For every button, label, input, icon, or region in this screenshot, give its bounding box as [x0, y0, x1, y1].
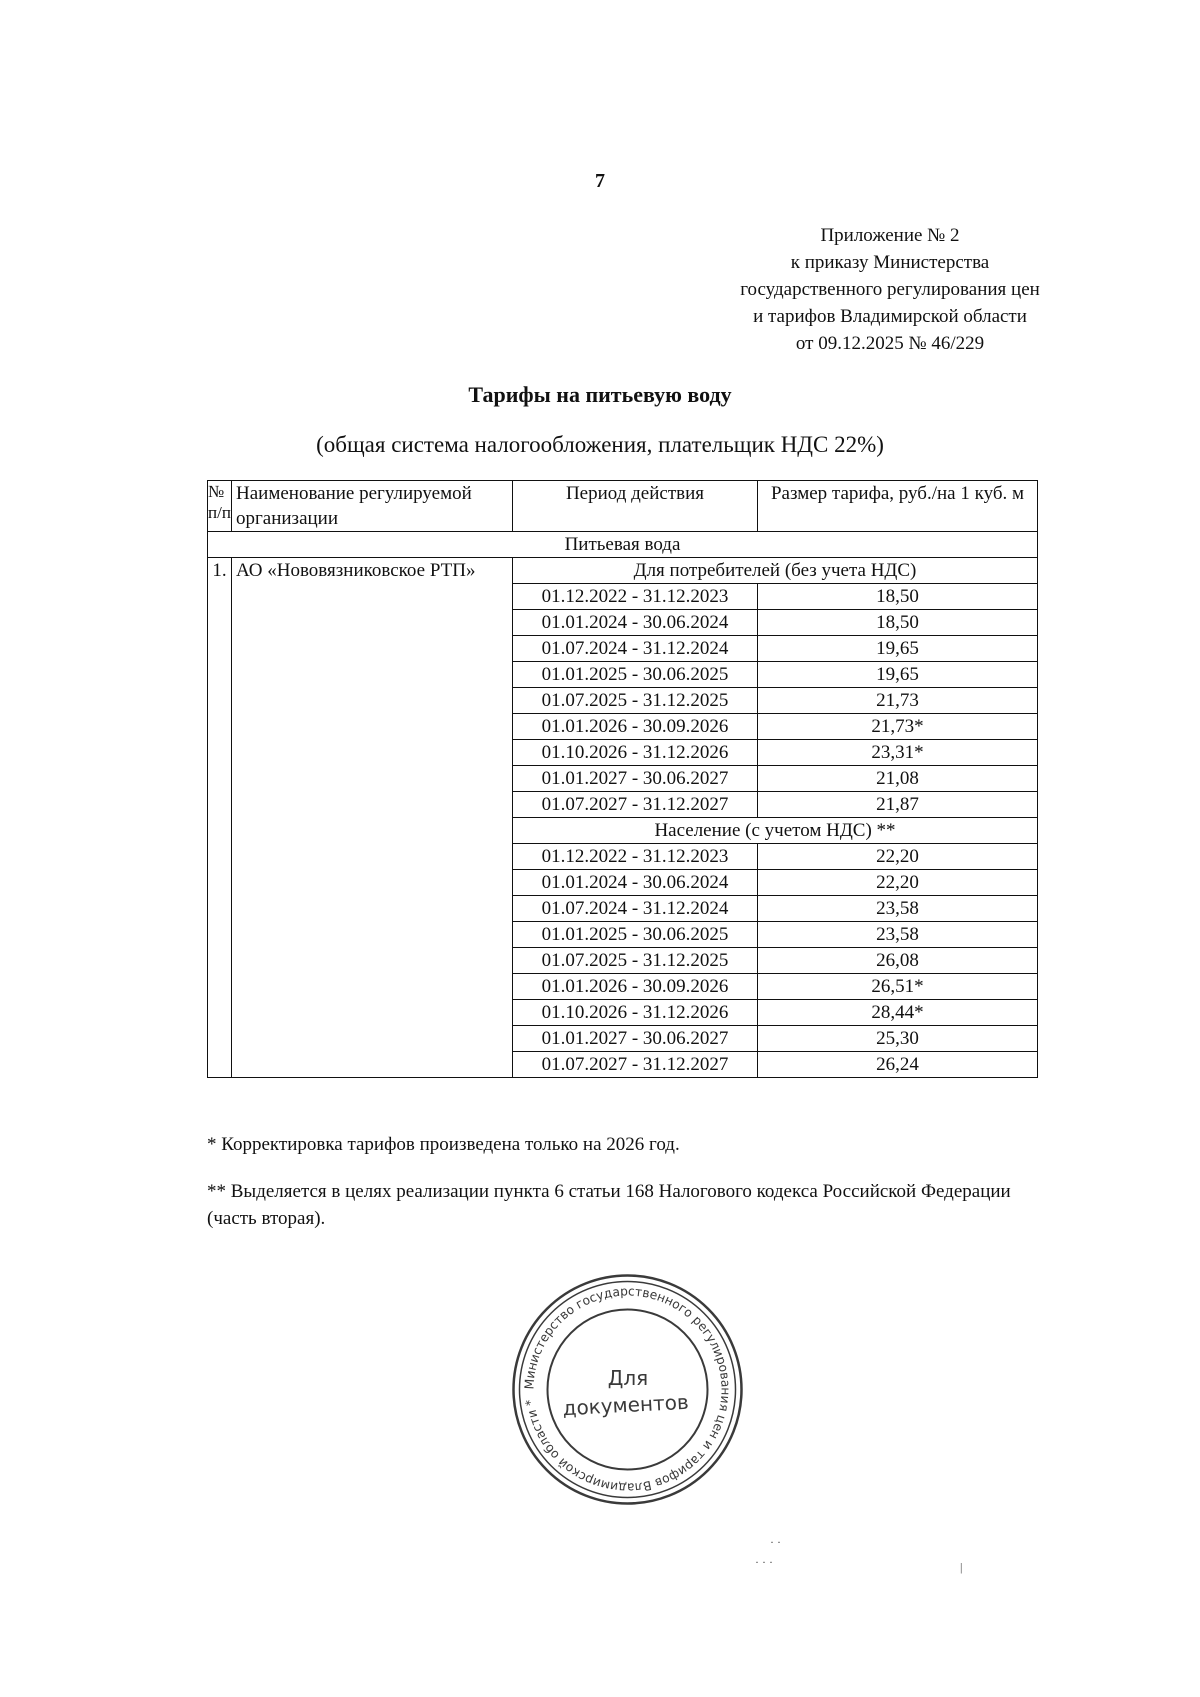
- tariff-value-cell: 25,30: [758, 1026, 1038, 1052]
- period-cell: 01.01.2027 - 30.06.2027: [513, 766, 758, 792]
- appendix-line: от 09.12.2025 № 46/229: [795, 333, 985, 354]
- tariff-value-cell: 23,58: [758, 896, 1038, 922]
- stamp-ring-text: Министерство государственного регулирования цен и тарифов Владимирской области *: [521, 1283, 734, 1496]
- period-cell: 01.07.2025 - 31.12.2025: [513, 948, 758, 974]
- tariff-value-cell: 21,73*: [758, 714, 1038, 740]
- organization-name: АО «Нововязниковское РТП»: [232, 558, 513, 1078]
- header-number: № п/п: [208, 481, 232, 532]
- footnote-1: * Корректировка тарифов произведена только на 2026 год.: [207, 1134, 680, 1155]
- period-cell: 01.07.2027 - 31.12.2027: [513, 1052, 758, 1078]
- appendix-line: и тарифов Владимирской области: [753, 306, 1027, 327]
- scan-speck: |: [960, 1560, 963, 1574]
- tariff-value-cell: 23,58: [758, 922, 1038, 948]
- tariff-value-cell: 26,24: [758, 1052, 1038, 1078]
- period-cell: 01.10.2026 - 31.12.2026: [513, 740, 758, 766]
- tariff-value-cell: 19,65: [758, 636, 1038, 662]
- tariff-value-cell: 21,08: [758, 766, 1038, 792]
- tariff-value-cell: 22,20: [758, 870, 1038, 896]
- official-stamp: [510, 1272, 745, 1507]
- document-title: Тарифы на питьевую воду: [468, 382, 732, 407]
- appendix-line: Приложение № 2: [820, 225, 960, 246]
- period-cell: 01.01.2024 - 30.06.2024: [513, 610, 758, 636]
- tariff-value-cell: 21,87: [758, 792, 1038, 818]
- period-cell: 01.07.2027 - 31.12.2027: [513, 792, 758, 818]
- section-title: Питьевая вода: [208, 532, 1038, 558]
- period-cell: 01.01.2026 - 30.09.2026: [513, 714, 758, 740]
- section-row: [208, 532, 1038, 558]
- period-cell: 01.10.2026 - 31.12.2026: [513, 1000, 758, 1026]
- period-cell: 01.01.2026 - 30.09.2026: [513, 974, 758, 1000]
- row-number: 1.: [208, 558, 232, 1078]
- header-organization: Наименование регулируемой организации: [232, 481, 513, 532]
- stamp-seal-icon: [510, 1272, 745, 1507]
- group-header-row: [208, 558, 1038, 584]
- tariff-value-cell: 26,08: [758, 948, 1038, 974]
- tariff-value-cell: 23,31*: [758, 740, 1038, 766]
- period-cell: 01.01.2027 - 30.06.2027: [513, 1026, 758, 1052]
- tariff-value-cell: 19,65: [758, 662, 1038, 688]
- group-title: Для потребителей (без учета НДС): [513, 558, 1038, 584]
- period-cell: 01.12.2022 - 31.12.2023: [513, 584, 758, 610]
- period-cell: 01.01.2024 - 30.06.2024: [513, 870, 758, 896]
- header-tariff: Размер тарифа, руб./на 1 куб. м: [758, 481, 1038, 532]
- scan-speck: · ·: [770, 1535, 781, 1549]
- table-header-row: [208, 481, 1038, 532]
- appendix-line: к приказу Министерства: [790, 252, 990, 273]
- tariff-value-cell: 28,44*: [758, 1000, 1038, 1026]
- period-cell: 01.07.2025 - 31.12.2025: [513, 688, 758, 714]
- tariff-value-cell: 18,50: [758, 584, 1038, 610]
- period-cell: 01.12.2022 - 31.12.2023: [513, 844, 758, 870]
- appendix-line: государственного регулирования цен: [740, 279, 1040, 300]
- stamp-center-line2: документов: [562, 1389, 690, 1421]
- scan-speck: · · ·: [755, 1555, 773, 1569]
- tariff-value-cell: 18,50: [758, 610, 1038, 636]
- group-title: Население (с учетом НДС) **: [513, 818, 1038, 844]
- stamp-center-line1: Для: [607, 1366, 649, 1390]
- period-cell: 01.07.2024 - 31.12.2024: [513, 636, 758, 662]
- header-period: Период действия: [513, 481, 758, 532]
- period-cell: 01.01.2025 - 30.06.2025: [513, 662, 758, 688]
- period-cell: 01.07.2024 - 31.12.2024: [513, 896, 758, 922]
- tariff-table: [207, 480, 1038, 1078]
- period-cell: 01.01.2025 - 30.06.2025: [513, 922, 758, 948]
- tariff-value-cell: 22,20: [758, 844, 1038, 870]
- page-number: 7: [595, 170, 605, 192]
- tariff-value-cell: 26,51*: [758, 974, 1038, 1000]
- appendix-header: [700, 222, 1080, 357]
- document-subtitle: (общая система налогообложения, плательщик НДС 22%): [316, 432, 884, 457]
- tariff-value-cell: 21,73: [758, 688, 1038, 714]
- footnote-2: ** Выделяется в целях реализации пункта 6 статьи 168 Налогового кодекса Российской Федерации (часть вторая).: [207, 1181, 1011, 1229]
